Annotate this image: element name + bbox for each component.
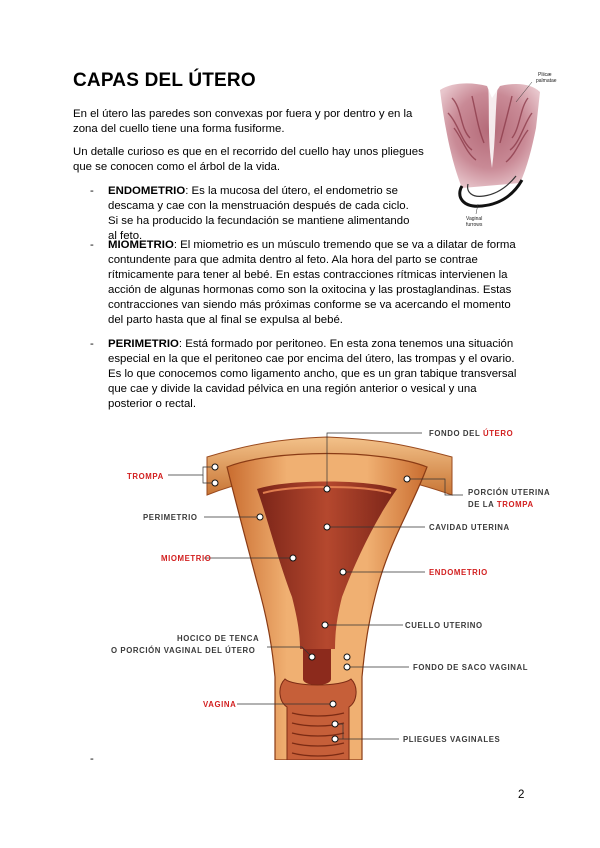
term-endometrio: ENDOMETRIO xyxy=(108,185,186,197)
label-hocico-1: HOCICO DE TENCA xyxy=(177,634,260,643)
text-endometrio: : Es la mucosa del útero, el endometrio se descama y cae con la menstruación después de cada ciclo. Si se ha producido la fecundación se mantiene alimentando al feto. xyxy=(108,185,410,242)
list-marker: - xyxy=(90,239,94,251)
label-porcion-uterina: PORCIÓN UTERINA xyxy=(468,488,551,497)
label-fondo-saco: FONDO DE SACO VAGINAL xyxy=(413,663,529,672)
label-fondo: FONDO DEL ÚTERO xyxy=(429,429,514,438)
intro-paragraph-1: En el útero las paredes son convexas por fuera y por dentro y en la zona del cuello tiene una forma fusiforme. xyxy=(73,108,413,135)
label-miometrio: MIOMETRIO xyxy=(161,554,212,563)
svg-text:Pliicæ: Pliicæ xyxy=(538,72,552,78)
label-trompa: TROMPA xyxy=(127,472,164,481)
label-porcion-trompa: DE LA TROMPA xyxy=(468,500,534,509)
svg-text:furrows: furrows xyxy=(466,222,483,228)
svg-text:Vaginal: Vaginal xyxy=(466,216,483,222)
uterus-diagram xyxy=(107,417,560,760)
list-marker: - xyxy=(90,753,94,765)
term-miometrio: MIOMETRIO xyxy=(108,239,174,251)
list-marker: - xyxy=(90,338,94,350)
label-vagina: VAGINA xyxy=(203,700,237,709)
label-hocico-2: O PORCIÓN VAGINAL DEL ÚTERO xyxy=(111,646,256,655)
term-perimetrio: PERIMETRIO xyxy=(108,338,179,350)
text-miometrio: : El miometrio es un músculo tremendo que se va a dilatar de forma contundente para que admita dentro al feto. Ala hora del parto se contrae rítmicamente para tener al bebé. En estas contracciones rítmicas intervienen la acción de algunas hormonas como son la oxitocina y las prostaglandinas. Estas contracciones van siendo más próximas conforme se va acercando el momento del parto hasta que al final se expulsa al bebé. xyxy=(108,239,516,326)
intro-paragraph-2: Un detalle curioso es que en el recorrido del cuello hay unos pliegues que se conocen como el árbol de la vida. xyxy=(73,146,424,173)
list-marker: - xyxy=(90,185,94,197)
label-cavidad: CAVIDAD UTERINA xyxy=(429,523,510,532)
text-perimetrio: : Está formado por peritoneo. En esta zona tenemos una situación especial en la que el peritoneo cae por encima del útero, las trompas y el ovario. Es lo que conocemos como ligamento ancho, que es un gran tabique transversal que cae y divide la cavidad pélvica en una región anterior o vesical y una posterior o rectal. xyxy=(108,338,517,410)
label-perimetrio: PERIMETRIO xyxy=(143,513,198,522)
page-title: CAPAS DEL ÚTERO xyxy=(73,70,256,91)
cervix-folds-image xyxy=(432,68,560,228)
label-cuello: CUELLO UTERINO xyxy=(405,621,483,630)
svg-text:palmatae: palmatae xyxy=(536,78,557,84)
label-endometrio: ENDOMETRIO xyxy=(429,568,488,577)
page-number: 2 xyxy=(518,789,525,801)
label-pliegues: PLIEGUES VAGINALES xyxy=(403,735,501,744)
